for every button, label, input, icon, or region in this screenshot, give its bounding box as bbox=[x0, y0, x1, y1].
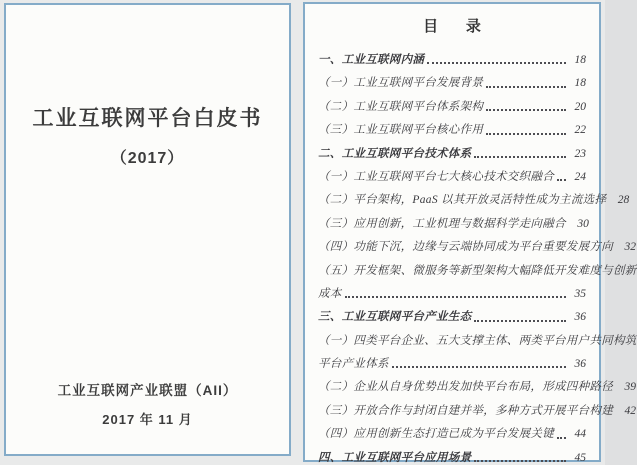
toc-entry-text: （三）工业互联网平台核心作用 bbox=[318, 124, 484, 137]
toc-page-number: 44 bbox=[574, 428, 586, 441]
toc-entry-text: 一、工业互联网内涵 bbox=[318, 54, 425, 67]
toc-page-number: 39 bbox=[624, 381, 636, 394]
toc-entry bbox=[318, 395, 636, 418]
toc-dot-leader bbox=[486, 109, 566, 111]
toc-entry-text: （一）工业互联网平台七大核心技术交织融合 bbox=[318, 170, 554, 183]
toc-entry bbox=[318, 114, 586, 137]
toc-dot-leader bbox=[486, 133, 566, 135]
toc-dot-leader bbox=[486, 86, 566, 88]
toc-page-number: 36 bbox=[574, 358, 586, 371]
toc-entry bbox=[318, 418, 586, 441]
toc-entry bbox=[318, 91, 586, 114]
toc-page-number: 45 bbox=[574, 451, 586, 464]
toc-dot-leader bbox=[474, 156, 566, 158]
toc-dot-leader bbox=[427, 62, 566, 64]
cover-organization: 工业互联网产业联盟（AII） bbox=[57, 383, 238, 398]
toc-dot-leader bbox=[474, 320, 566, 322]
toc-page-number: 35 bbox=[574, 287, 586, 300]
toc-dot-leader bbox=[392, 366, 566, 368]
toc-entry-text: 成本 bbox=[318, 287, 342, 300]
toc-entry bbox=[318, 278, 586, 301]
cover-title: 工业互联网平台白皮书 bbox=[32, 107, 263, 130]
toc-page-number: 28 bbox=[617, 194, 630, 207]
toc-entry bbox=[318, 442, 586, 465]
toc-dot-leader bbox=[474, 460, 566, 462]
toc-list bbox=[318, 44, 637, 465]
toc-entry bbox=[318, 44, 586, 67]
toc-entry bbox=[318, 184, 630, 207]
toc-entry-text: （一）四类平台企业、五大支撑主体、两类平台用户共同构筑 bbox=[318, 334, 637, 347]
toc-entry bbox=[318, 255, 637, 278]
toc-entry-text: （一）工业互联网平台发展背景 bbox=[318, 77, 484, 90]
toc-entry-text: （三）开放合作与封闭自建并举，多种方式开展平台构建 bbox=[318, 404, 613, 417]
toc-entry-text: 三、工业互联网平台产业生态 bbox=[318, 311, 472, 324]
toc-dot-leader bbox=[557, 437, 566, 439]
toc-entry-text: 二、工业互联网平台技术体系 bbox=[318, 147, 472, 160]
toc-entry-text: （四）功能下沉，边缘与云端协同成为平台重要发展方向 bbox=[318, 241, 613, 254]
toc-page-number: 18 bbox=[574, 77, 586, 90]
toc-entry bbox=[318, 371, 636, 394]
toc-page bbox=[303, 2, 637, 464]
toc-entry bbox=[318, 231, 636, 254]
toc-entry bbox=[318, 301, 586, 324]
toc-page-number: 20 bbox=[574, 100, 586, 113]
toc-entry bbox=[318, 348, 586, 371]
toc-dot-leader bbox=[345, 296, 566, 298]
toc-page-number: 22 bbox=[574, 124, 586, 137]
cover-footer bbox=[6, 379, 289, 428]
toc-entry-text: （二）企业从自身优势出发加快平台布局，形成四种路径 bbox=[318, 381, 613, 394]
toc-entry bbox=[318, 138, 586, 161]
cover-date: 2017 年 11 月 bbox=[102, 412, 193, 427]
toc-entry bbox=[318, 67, 586, 90]
toc-page-number: 30 bbox=[577, 217, 589, 230]
toc-page-number: 24 bbox=[574, 170, 586, 183]
toc-heading: 目 录 bbox=[423, 19, 493, 35]
toc-page-number: 36 bbox=[574, 311, 586, 324]
toc-entry-text: （二）工业互联网平台体系架构 bbox=[318, 100, 484, 113]
toc-entry bbox=[318, 161, 586, 184]
toc-entry-text: （五）开发框架、微服务等新型架构大幅降低开发难度与创新 bbox=[318, 264, 637, 277]
toc-entry bbox=[318, 325, 637, 348]
cover-page bbox=[4, 3, 291, 456]
toc-entry-text: （二）平台架构，PaaS 以其开放灵活特性成为主流选择 bbox=[318, 194, 607, 207]
toc-page-number: 18 bbox=[574, 54, 586, 67]
toc-page-number: 32 bbox=[624, 241, 636, 254]
toc-entry-text: （三）应用创新，工业机理与数据科学走向融合 bbox=[318, 217, 566, 230]
toc-page-number: 42 bbox=[624, 404, 636, 417]
toc-entry-text: 平台产业体系 bbox=[318, 358, 389, 371]
toc-entry-text: 四、工业互联网平台应用场景 bbox=[318, 451, 472, 464]
toc-entry bbox=[318, 208, 589, 231]
toc-entry-text: （四）应用创新生态打造已成为平台发展关键 bbox=[318, 428, 554, 441]
cover-year: （2017） bbox=[110, 150, 185, 167]
toc-page-number: 23 bbox=[574, 147, 586, 160]
toc-dot-leader bbox=[557, 179, 566, 181]
